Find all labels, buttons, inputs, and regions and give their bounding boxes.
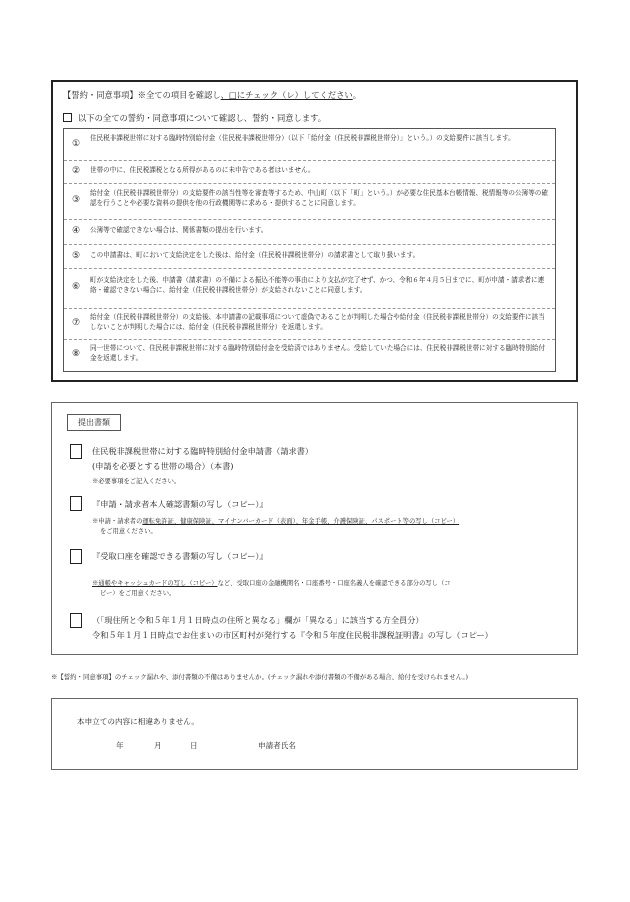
agreement-item-5 — [64, 244, 555, 269]
item-text: 同一世帯について、住民税非課税世帯に対する臨時特別給付金を受給済ではありません。受給していた場合には、住民税非課税世帯に対する臨時特別給付金を返還します。 — [90, 344, 546, 362]
declaration-text: 本申立ての内容に相違ありません。 — [77, 717, 199, 726]
agreement-item-7 — [64, 308, 555, 340]
item-text: 給付金（住民税非課税世帯分）の支給要件の該当性等を審査等するため、中山町（以下「町」という。）が必要な住民基本台帳情報、税情報等の公簿等の確認を行うことや必要な資料の提供を他の行政機関等に求める・提供することに同意します。 — [90, 189, 548, 207]
doc4-condition: （「現住所と令和５年１月１日時点の住所と異なる」欄が「異なる」に該当する方全員分） — [92, 615, 424, 625]
doc2-note — [92, 516, 459, 525]
item-number: ⑧ — [71, 349, 81, 359]
agreement-items-table — [63, 128, 556, 372]
check-reminder-note: ※【誓約・同意事項】のチェック漏れや、添付書類の不備はありませんか。(チェック漏れや添付書類の不備がある場合、給付を受けられません。) — [51, 673, 469, 681]
documents-title: 提出書類 — [67, 414, 121, 431]
agreement-item-3 — [64, 183, 555, 220]
month-field[interactable]: 月 — [154, 741, 162, 750]
agree-all-checkbox[interactable] — [63, 113, 72, 122]
doc3-note-rest: など、受取口座の金融機関名・口座番号・口座名義人を確認できる部分の写し（コ — [217, 580, 451, 587]
applicant-name-field[interactable]: 申請者氏名 — [258, 741, 296, 750]
declaration-section — [51, 698, 578, 770]
agreement-section — [51, 80, 578, 382]
agreement-header-instruction: 、□にチェック（レ）してください — [220, 90, 353, 100]
agreement-header — [63, 89, 361, 101]
doc2-note-prefix: ※申請・請求者の — [92, 518, 143, 525]
required-documents-section — [51, 402, 578, 655]
doc4-checkbox[interactable] — [70, 613, 82, 628]
item-text: 町が支給決定をした後、申請書（請求書）の不備による振込不能等の事由により支払が完了せず、かつ、令和６年４月５日までに、町が申請・請求者に連絡・確認できない場合に、給付金（住民税非課税世帯分）が支給されないことに同意します。 — [90, 276, 545, 294]
item-text: 公簿等で確認できない場合は、関係書類の提出を行います。 — [90, 226, 268, 234]
doc1-checkbox[interactable] — [70, 444, 82, 459]
doc3-title: 『受取口座を確認できる書類の写し（コピー）』 — [92, 551, 268, 561]
item-number: ④ — [71, 226, 81, 236]
doc2-title: 『申請・請求者本人確認書類の写し（コピー）』 — [92, 499, 268, 509]
doc1-title: 住民税非課税世帯に対する臨時特別給付金申請書（請求書） — [92, 446, 314, 456]
agreement-item-6 — [64, 268, 555, 309]
agreement-item-8 — [64, 339, 555, 371]
doc3-note — [92, 578, 451, 587]
agree-all-label: 以下の全ての誓約・同意事項について確認し、誓約・同意します。 — [78, 113, 327, 123]
item-text: 住民税非課税世帯に対する臨時特別給付金（住民税非課税世帯分）（以下「給付金（住民税非課税世帯分）」という。）の支給要件に該当します。 — [90, 134, 515, 142]
year-field[interactable]: 年 — [116, 741, 124, 750]
item-number: ① — [71, 139, 81, 149]
item-number: ⑥ — [71, 282, 81, 292]
item-text: 給付金（住民税非課税世帯分）の支給後、本申請書の記載事項について虚偽であることが判明した場合や給付金（住民税非課税世帯分）の支給要件に該当しないことが判明した場合には、給付金（住民税非課税世帯分）を返還します。 — [90, 313, 545, 331]
agree-all-row[interactable] — [63, 112, 326, 124]
doc2-checkbox[interactable] — [70, 496, 82, 511]
day-field[interactable]: 日 — [190, 741, 198, 750]
item-text: この申請書は、町において支給決定をした後は、給付金（住民税非課税世帯分）の請求書として取り扱います。 — [90, 251, 420, 259]
doc3-note-line2: ピー）をご用意ください。 — [100, 590, 176, 597]
doc2-note-id-list: 運転免許証、健康保険証、マイナンバーカード（表面）、年金手帳、介護保険証、パスポート等の写し（コピー） — [142, 518, 460, 525]
item-number: ⑤ — [71, 251, 81, 261]
agreement-item-2 — [64, 160, 555, 184]
doc1-subtitle: (申請を必要とする世帯の場合）（本書) — [92, 461, 234, 471]
agreement-item-1 — [64, 129, 555, 161]
item-number: ⑦ — [71, 318, 81, 328]
item-number: ③ — [71, 195, 81, 205]
doc4-title: 令和５年１月１日時点でお住まいの市区町村が発行する『令和５年度住民税非課税証明書』の写し（コピー） — [92, 630, 493, 640]
agreement-item-4 — [64, 219, 555, 245]
doc1-note: ※必要事項をご記入ください。 — [92, 478, 181, 485]
doc3-note-passbook: ※通帳やキャッシュカードの写し（コピー） — [92, 580, 218, 587]
agreement-header-prefix: 【誓約・同意事項】※全ての項目を確認し — [63, 90, 221, 100]
item-number: ② — [71, 166, 81, 176]
item-text: 世帯の中に、住民税課税となる所得があるのに未申告である者はいません。 — [90, 166, 315, 174]
agreement-header-suffix: 。 — [352, 90, 362, 100]
doc3-checkbox[interactable] — [70, 549, 82, 564]
doc2-note-line2: をご用意ください。 — [100, 528, 157, 535]
